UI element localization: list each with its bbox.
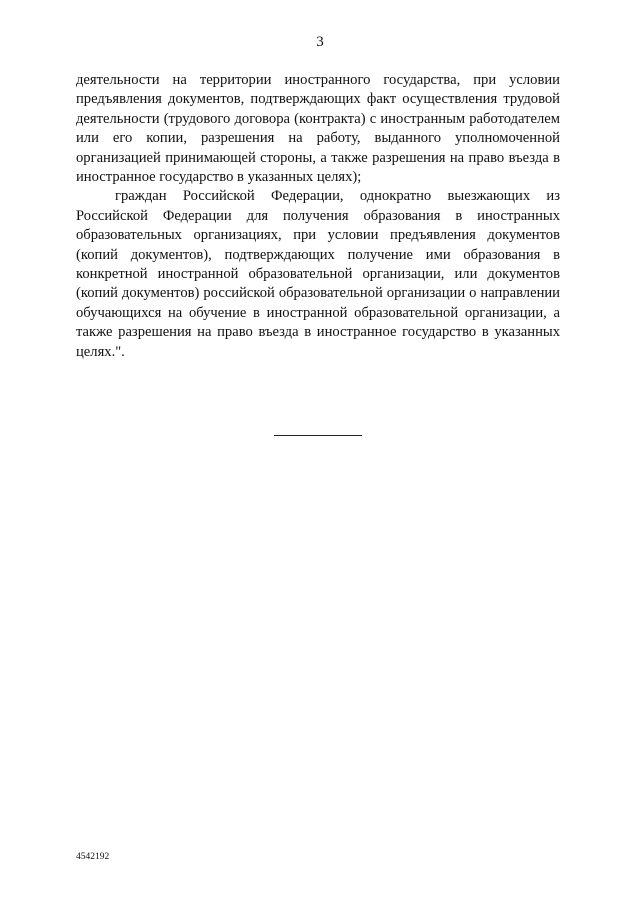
- closing-divider: [274, 435, 362, 436]
- document-code: 4542192: [76, 852, 110, 862]
- page-number: 3: [316, 34, 324, 50]
- paragraph-education-clause: граждан Российской Федерации, однократно выезжающих из Российской Федерации для получения образования в иностранных образовательных организациях, при условии предъявления документов (копий документов), подтверждающих получение ими образования в конкретной иностранной образовательной организации, или документов (копий документов) российской образовательной организации о направлении обучающихся на обучение в иностранной образовательной организации, а также разрешения на право въезда в иностранное государство в указанных целях.".: [76, 188, 560, 360]
- document-body: [76, 71, 560, 362]
- paragraph-continuation: деятельности на территории иностранного государства, при условии предъявления документов, подтверждающих факт осуществления трудовой деятельности (трудового договора (контракта) с иностранным работодателем или его копии, разрешения на работу, выданного уполномоченной организацией принимающей стороны, а также разрешения на право въезда в иностранное государство в указанных целях);: [76, 72, 560, 186]
